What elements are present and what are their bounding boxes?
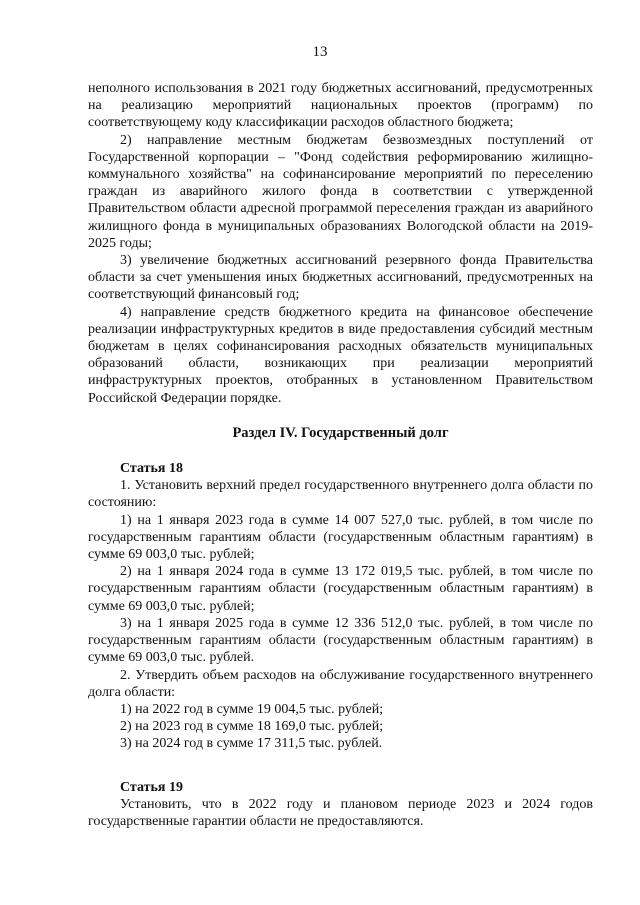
paragraph-continuation: неполного использования в 2021 году бюджетных ассигнований, предусмотренных на реализацию мероприятий национальных проектов (программ) по соответствующему коду классификации расходов областного бюджета; <box>88 81 593 131</box>
article-19-title: Статья 19 <box>120 779 183 795</box>
article-18-title: Статья 18 <box>120 461 183 477</box>
article-18-paragraph: 1. Установить верхний предел государственного внутреннего долга области по состоянию: <box>88 478 593 511</box>
paragraph-item-2: 2) направление местным бюджетам безвозмездных поступлений от Государственной корпорации – "Фонд содействия реформированию жилищно-коммунального хозяйства" на софинансирование мероприятий по переселению граждан из аварийного жилого фонда в соответствии с утвержденной Правительством области адресной программой переселения граждан из аварийного жилищного фонда в муниципальных образованиях Вологодской области на 2019-2025 годы; <box>88 132 593 251</box>
paragraph-item-4: 4) направление средств бюджетного кредита на финансовое обеспечение реализации инфраструктурных кредитов в виде предоставления субсидий местным бюджетам в целях софинансирования расходных обязательств муниципальных образований области, возникающих при реализации мероприятий инфраструктурных проектов, отобранных в установленном Правительством Российской Федерации порядке. <box>88 304 593 406</box>
article-18-paragraph: 2) на 1 января 2024 года в сумме 13 172 019,5 тыс. рублей, в том числе по государственным гарантиям области (государственным областным гарантиям) в сумме 69 003,0 тыс. рублей; <box>88 564 593 614</box>
document-body <box>88 80 593 830</box>
paragraph-item-3: 3) увеличение бюджетных ассигнований резервного фонда Правительства области за счет уменьшения иных бюджетных ассигнований, предусмотренных на соответствующий финансовый год; <box>88 253 593 303</box>
article-18-paragraph: 1) на 2022 год в сумме 19 004,5 тыс. рублей; <box>120 701 384 717</box>
page-number: 13 <box>312 44 328 60</box>
article-19-paragraph: Установить, что в 2022 году и плановом периоде 2023 и 2024 годов государственные гарантии области не предоставляются. <box>88 796 593 829</box>
article-18-paragraph: 1) на 1 января 2023 года в сумме 14 007 527,0 тыс. рублей, в том числе по государственным гарантиям области (государственным областным гарантиям) в сумме 69 003,0 тыс. рублей; <box>88 512 593 563</box>
article-18-paragraph: 3) на 2024 год в сумме 17 311,5 тыс. рублей. <box>120 736 383 752</box>
article-18-paragraph: 2. Утвердить объем расходов на обслуживание государственного внутреннего долга области: <box>88 667 593 700</box>
article-18-paragraph: 2) на 2023 год в сумме 18 169,0 тыс. рублей; <box>120 719 384 735</box>
section-title: Раздел IV. Государственный долг <box>232 424 449 441</box>
article-18-paragraph: 3) на 1 января 2025 года в сумме 12 336 512,0 тыс. рублей, в том числе по государственным гарантиям области (государственным областным гарантиям) в сумме 69 003,0 тыс. рублей. <box>88 615 593 666</box>
